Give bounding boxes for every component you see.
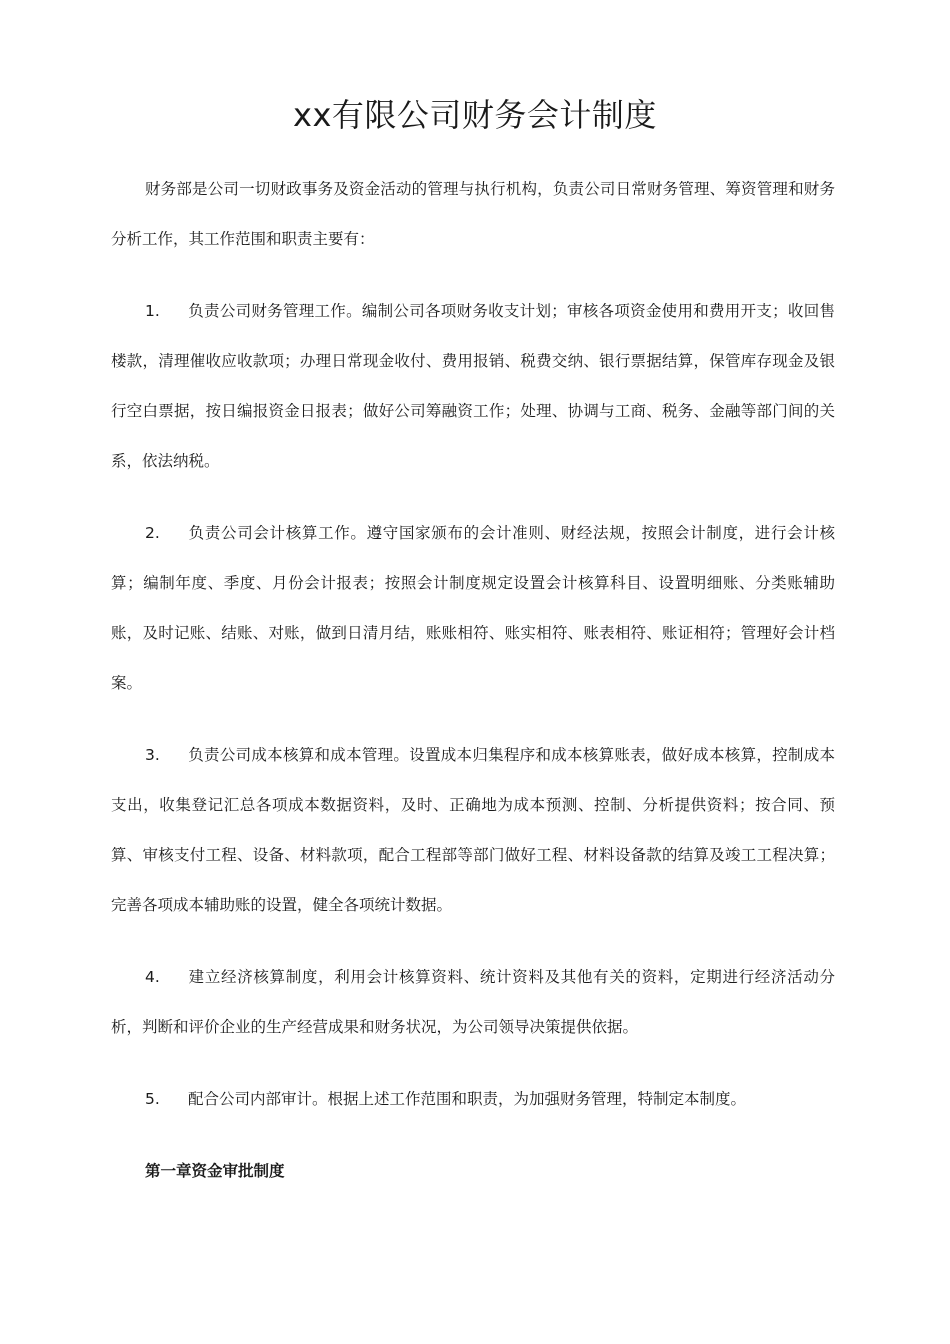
- list-item-number: 4.: [145, 968, 160, 986]
- list-item-text: 负责公司会计核算工作。遵守国家颁布的会计准则、财经法规，按照会计制度，进行会计核算；编制年度、季度、月份会计报表；按照会计制度规定设置会计核算科目、设置明细账、分类账辅助账，及时记账、结账、对账，做到日清月结，账账相符、账实相符、账表相符、账证相符；管理好会计档案。: [111, 524, 835, 692]
- document-title: xx有限公司财务会计制度: [293, 96, 657, 134]
- list-item: [111, 1074, 835, 1124]
- list-item-number: 2.: [145, 524, 160, 542]
- list-item: [111, 952, 835, 1052]
- list-item-number: 1.: [145, 302, 160, 320]
- list-item-text: 建立经济核算制度，利用会计核算资料、统计资料及其他有关的资料，定期进行经济活动分析，判断和评价企业的生产经营成果和财务状况，为公司领导决策提供依据。: [111, 968, 835, 1036]
- list-item-number: 3.: [145, 746, 160, 764]
- list-item-text: 负责公司成本核算和成本管理。设置成本归集程序和成本核算账表，做好成本核算，控制成本支出，收集登记汇总各项成本数据资料，及时、正确地为成本预测、控制、分析提供资料；按合同、预算、审核支付工程、设备、材料款项，配合工程部等部门做好工程、材料设备款的结算及竣工工程决算；完善各项成本辅助账的设置，健全各项统计数据。: [111, 746, 835, 914]
- chapter-heading: 第一章资金审批制度: [145, 1162, 285, 1180]
- list-item-text: 配合公司内部审计。根据上述工作范围和职责，为加强财务管理，特制定本制度。: [188, 1090, 747, 1108]
- list-item: [111, 508, 835, 708]
- list-item: [111, 730, 835, 930]
- intro-paragraph: 财务部是公司一切财政事务及资金活动的管理与执行机构，负责公司日常财务管理、筹资管理和财务分析工作，其工作范围和职责主要有：: [111, 180, 835, 248]
- document-body: [111, 164, 835, 1196]
- list-item-text: 负责公司财务管理工作。编制公司各项财务收支计划；审核各项资金使用和费用开支；收回售楼款，清理催收应收款项；办理日常现金收付、费用报销、税费交纳、银行票据结算，保管库存现金及银行空白票据，按日编报资金日报表；做好公司筹融资工作；处理、协调与工商、税务、金融等部门间的关系，依法纳税。: [111, 302, 835, 470]
- list-item: [111, 286, 835, 486]
- list-item-number: 5.: [145, 1090, 160, 1108]
